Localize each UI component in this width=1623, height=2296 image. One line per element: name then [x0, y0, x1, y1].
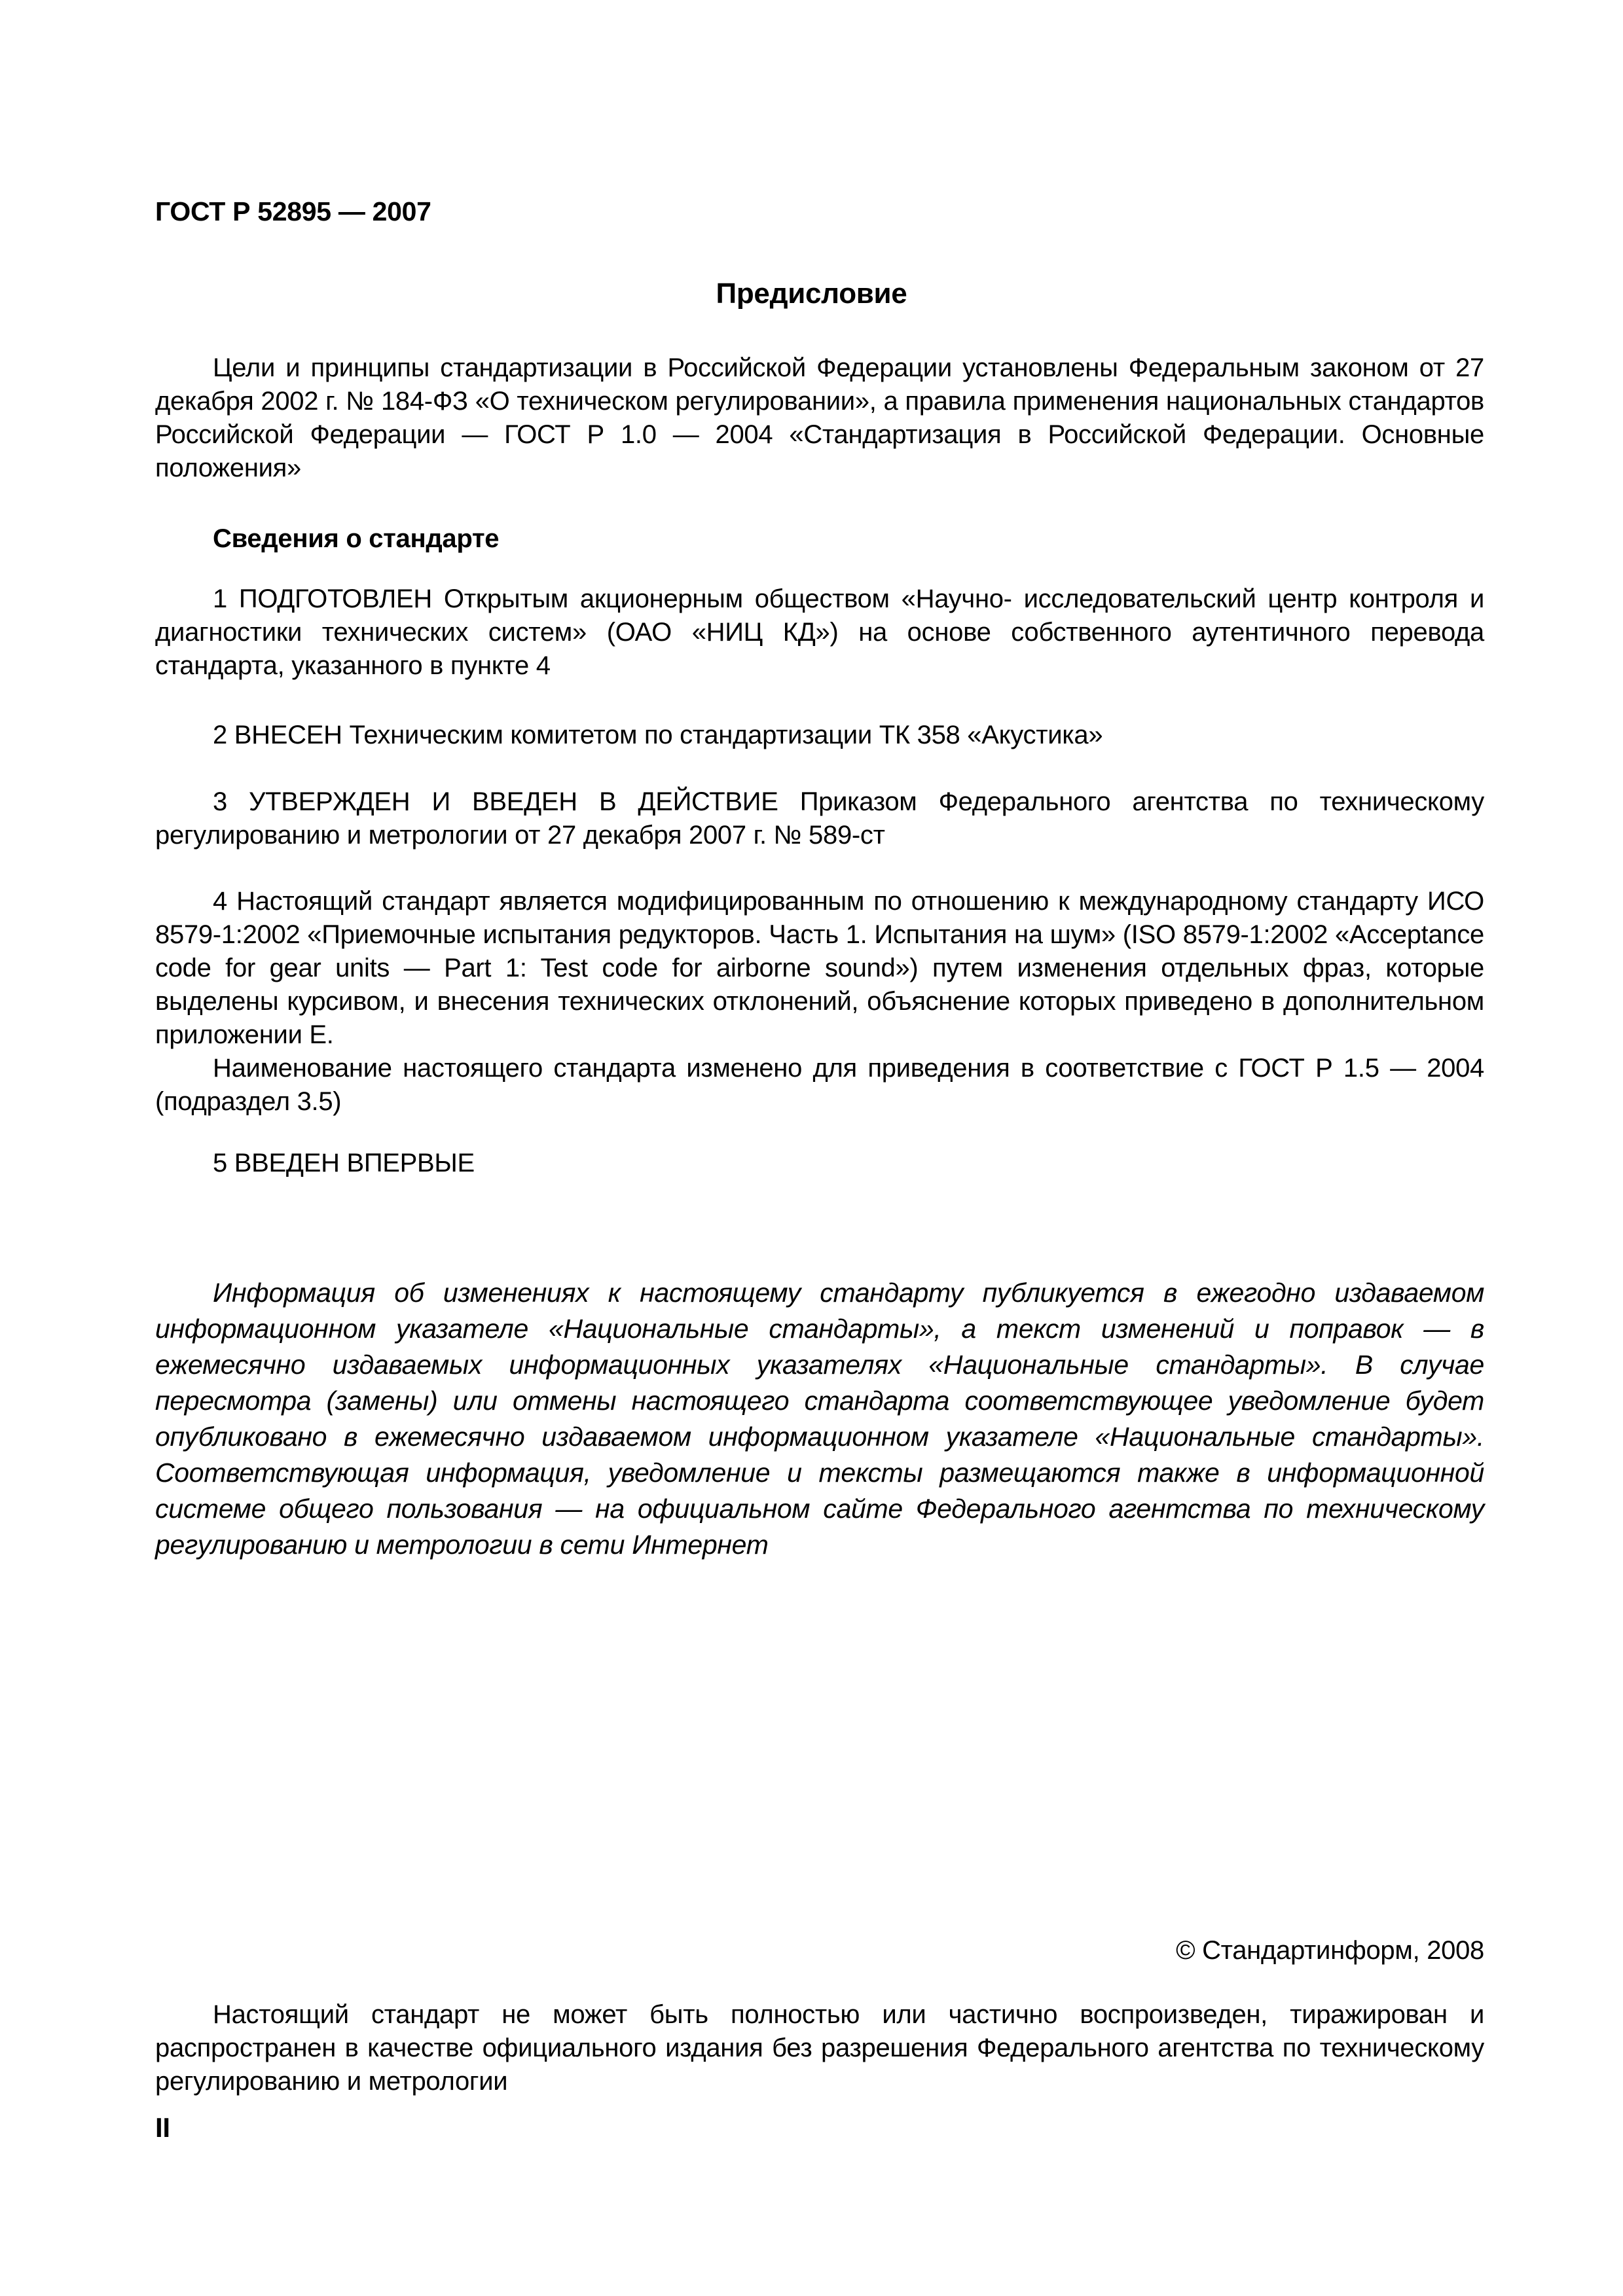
change-notice-paragraph: Информация об изменениях к настоящему стандарту публикуется в ежегодно издаваемом информационном указателе «Национальные стандарты», а текст изменений и поправок — в ежемесячно издаваемых информационных указателях «Национальные стандарты». В случае пересмотра (замены) или отмены настоящего стандарта соответствующее уведомление будет опубликовано в ежемесячно издаваемом информационном указателе «Национальные стандарты». Соответствующая информация, уведомление и тексты размещаются также в информационной системе общего пользования — на официальном сайте Федерального агентства по техническому регулированию и метрологии в сети Интернет — [155, 1278, 1484, 1560]
standard-info-item-1: 1 ПОДГОТОВЛЕН Открытым акционерным обществом «Научно- исследовательский центр контроля и диагностики технических систем» (ОАО «НИЦ КД») на основе собственного аутентичного перевода стандарта, указанного в пункте 4 — [155, 584, 1484, 680]
standard-info-item-4 — [155, 885, 1484, 1119]
document-code: ГОСТ Р 52895 — 2007 — [155, 196, 431, 226]
standard-info-heading: Сведения о стандарте — [213, 524, 500, 553]
standard-info-item-4-paragraph-2: Наименование настоящего стандарта изменено для приведения в соответствие с ГОСТ Р 1.5 — 2004 (подраздел 3.5) — [155, 1054, 1484, 1116]
standard-info-item-4-paragraph-1: 4 Настоящий стандарт является модифицированным по отношению к международному стандарту ИСО 8579-1:2002 «Приемочные испытания редукторов. Часть 1. Испытания на шум» (ISO 8579-1:2002 «Acceptance code for gear units — Part 1: Test code for airborne sound») путем изменения отдельных фраз, которые выделены курсивом, и внесения технических отклонений, объяснение которых приведено в дополнительном приложении Е. — [155, 887, 1484, 1049]
copyright-notice: © Стандартинформ, 2008 — [1176, 1936, 1484, 1965]
reproduction-restriction: Настоящий стандарт не может быть полностью или частично воспроизведен, тиражирован и распространен в качестве официального издания без разрешения Федерального агентства по техническому регулированию и метрологии — [155, 2000, 1484, 2096]
standard-info-item-2: 2 ВНЕСЕН Техническим комитетом по стандартизации ТК 358 «Акустика» — [213, 721, 1103, 749]
standard-info-item-5: 5 ВВЕДЕН ВПЕРВЫЕ — [213, 1149, 475, 1177]
page-title: Предисловие — [716, 278, 907, 310]
page-number: II — [155, 2112, 170, 2143]
standard-info-item-3: 3 УТВЕРЖДЕН И ВВЕДЕН В ДЕЙСТВИЕ Приказом Федерального агентства по техническому регулированию и метрологии от 27 декабря 2007 г. № 589-ст — [155, 787, 1484, 850]
intro-paragraph: Цели и принципы стандартизации в Российской Федерации установлены Федеральным законом от 27 декабря 2002 г. № 184-ФЗ «О техническом регулировании», а правила применения национальных стандартов Российской Федерации — ГОСТ Р 1.0 — 2004 «Стандартизация в Российской Федерации. Основные положения» — [155, 353, 1484, 482]
